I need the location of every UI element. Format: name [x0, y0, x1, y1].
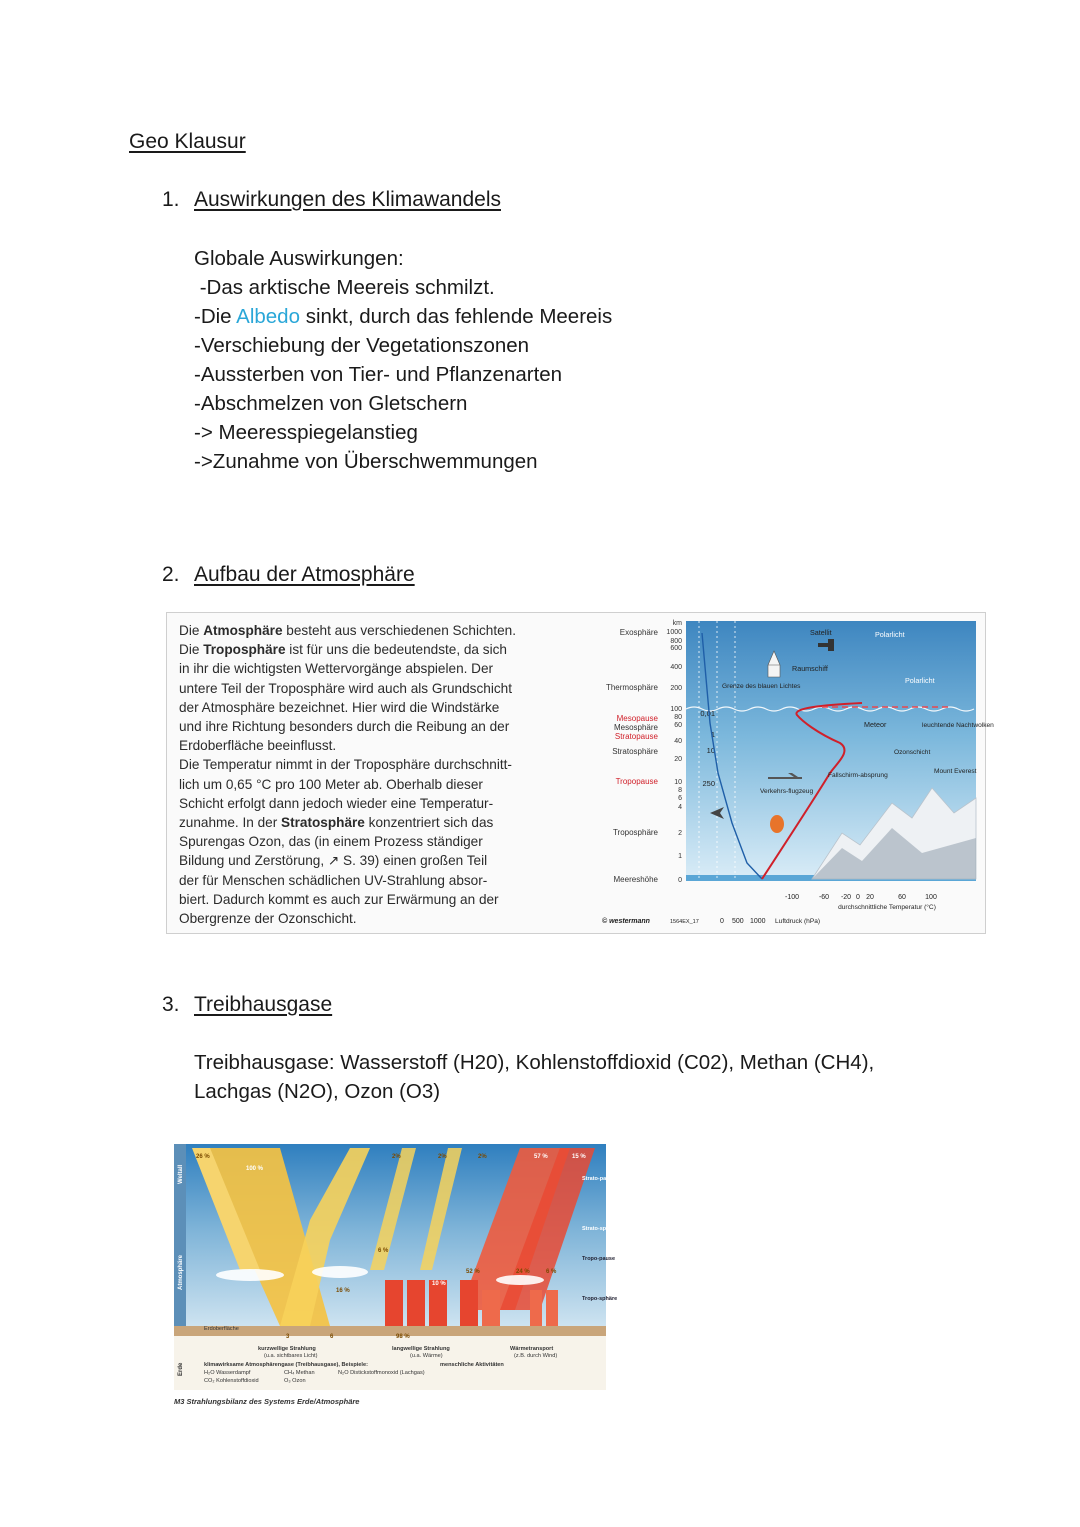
legend-label: (z.B. durch Wind): [514, 1353, 558, 1359]
bullet-line: ->Zunahme von Überschwemmungen: [194, 450, 538, 473]
legend-label: Erdoberfläche: [204, 1326, 239, 1332]
temp-axis-label: durchschnittliche Temperatur (°C): [838, 904, 936, 911]
pressure-tick: 1: [710, 730, 715, 739]
text-line: Erdoberfläche beeinflusst.: [179, 738, 337, 754]
text-line: Treibhausgase: Wasserstoff (H20), Kohlenstoffdioxid (C02), Methan (CH4),: [194, 1051, 875, 1074]
text-line: biert. Dadurch kommt es auch zur Erwärmung an der: [179, 891, 499, 907]
radiation-diagram: [170, 1140, 618, 1410]
right-label: Strato-pause: [582, 1176, 616, 1182]
section-title: Auswirkungen des Klimawandels: [194, 188, 501, 211]
balloon-icon: [770, 815, 784, 833]
section-title: Treibhausgase: [194, 993, 333, 1016]
layer-label: Stratosphäre: [612, 747, 658, 756]
bullet-line: -Verschiebung der Vegetationszonen: [194, 334, 530, 357]
layer-label: Mesosphäre: [613, 723, 658, 732]
text-fragment: sinkt, durch das fehlende Meereis: [300, 305, 613, 328]
gas-label: N₂O Distickstoffmonoxid (Lachgas): [338, 1370, 425, 1376]
legend-label: (u.a. Wärme): [410, 1353, 443, 1359]
right-label: Tropo-pause: [582, 1256, 616, 1262]
legend-label: langwellige Strahlung: [392, 1346, 450, 1352]
bullet-line: -Abschmelzen von Gletschern: [194, 392, 468, 415]
bullet-line: -Aussterben von Tier- und Pflanzenarten: [194, 363, 563, 386]
document-title: Geo Klausur: [129, 130, 246, 153]
percent-label: 6 %: [378, 1248, 389, 1254]
diagram-label: Polarlicht: [875, 630, 905, 639]
section-title: Aufbau der Atmosphäre: [194, 563, 415, 586]
section-number: 1.: [162, 188, 180, 211]
text-line: Obergrenze der Ozonschicht.: [179, 911, 357, 927]
temp-tick: 20: [866, 894, 874, 901]
km-tick: 800: [670, 638, 682, 645]
km-tick: 60: [674, 722, 682, 729]
pressure-axis-tick: 1000: [750, 918, 766, 925]
atmosphere-diagram: [592, 613, 994, 931]
longwave-arrow: [385, 1280, 403, 1326]
atmosphere-text: [179, 621, 559, 928]
diagram-label: Grenze des blauen Lichtes: [722, 683, 801, 690]
right-label: Tropo-sphäre: [582, 1296, 618, 1302]
section-3-heading: [162, 993, 332, 1017]
percent-label: 2%: [392, 1154, 401, 1160]
bullet-line: -Das arktische Meereis schmilzt.: [194, 276, 495, 299]
side-label: Erde: [178, 1362, 184, 1376]
credit: © westermann: [602, 918, 650, 925]
section-1-content: [194, 244, 612, 476]
gas-label: O₃ Ozon: [284, 1378, 306, 1384]
atmosphere-figure: [166, 612, 994, 934]
temp-tick: 60: [898, 894, 906, 901]
km-tick: 400: [670, 664, 682, 671]
text-line: Lachgas (N2O), Ozon (O3): [194, 1080, 441, 1103]
gas-label: H₂O Wasserdampf: [204, 1370, 251, 1376]
pressure-axis-tick: 500: [732, 918, 744, 925]
text-fragment: -Die: [194, 305, 237, 328]
text-line: in ihr die wichtigsten Wettervorgänge abspielen. Der: [179, 661, 494, 677]
percent-label: 15 %: [572, 1154, 586, 1160]
text-line: Die Temperatur nimmt in der Troposphäre durchschnitt-: [179, 757, 512, 773]
text-line: Schicht erfolgt dann jedoch wieder eine Temperatur-: [179, 795, 494, 811]
layer-label: Mesopause: [616, 714, 658, 723]
gas-label: CH₄ Methan: [284, 1370, 315, 1376]
diagram-label: leuchtende Nachtwolken: [922, 722, 994, 729]
diagram-label: Verkehrs-flugzeug: [760, 788, 814, 795]
layer-label: Troposphäre: [612, 828, 658, 837]
layer-label: Meereshöhe: [613, 875, 658, 884]
percent-label: 16 %: [336, 1288, 350, 1294]
subtitle: Globale Auswirkungen:: [194, 247, 404, 270]
text-line: der für Menschen schädlichen UV-Strahlung absor-: [179, 872, 488, 888]
pressure-axis-label: Luftdruck (hPa): [775, 918, 821, 925]
diagram-label: Mount Everest: [934, 768, 977, 775]
side-label: Atmosphäre: [178, 1254, 184, 1290]
layer-label: Tropopause: [615, 777, 658, 786]
km-tick: 40: [674, 738, 682, 745]
diagram-label: Raumschiff: [792, 664, 828, 673]
pressure-tick: 10: [706, 746, 715, 755]
figure-caption: M3 Strahlungsbilanz des Systems Erde/Atmosphäre: [174, 1397, 360, 1406]
km-tick: 100: [670, 706, 682, 713]
temp-tick: -60: [818, 894, 830, 901]
temp-tick: -100: [784, 894, 800, 901]
km-tick: 0: [678, 877, 682, 884]
diagram-label: Meteor: [864, 720, 887, 729]
side-label: Weltall: [178, 1164, 184, 1184]
pressure-axis-tick: 0: [720, 918, 724, 925]
temp-tick: -20: [840, 894, 852, 901]
km-tick: 1: [678, 853, 682, 860]
text-line: untere Teil der Troposphäre wird auch als Grundschicht: [179, 680, 512, 696]
text-line: Die Atmosphäre besteht aus verschiedenen Schichten.: [179, 623, 517, 638]
legend-label: kurzwellige Strahlung: [258, 1346, 316, 1352]
gas-label: CO₂ Kohlenstoffdioxid: [204, 1378, 259, 1384]
legend-label: Wärmetransport: [510, 1346, 554, 1352]
percent-label: 6 %: [546, 1269, 557, 1275]
layer-label: Exosphäre: [619, 628, 658, 637]
text-line: lich um 0,65 °C pro 100 Meter ab. Oberhalb dieser: [179, 776, 483, 792]
albedo-link[interactable]: Albedo: [236, 305, 300, 328]
pressure-tick: 0,01: [700, 709, 715, 718]
temp-tick: 100: [925, 894, 937, 901]
km-unit: km: [672, 620, 682, 627]
diagram-label: Fallschirm-absprung: [828, 772, 888, 779]
km-tick: 600: [670, 645, 682, 652]
km-tick: 10: [674, 779, 682, 786]
radiation-balance-figure: [170, 1140, 618, 1410]
km-tick: 20: [674, 756, 682, 763]
section-number: 2.: [162, 563, 180, 586]
percent-label: 98 %: [396, 1334, 410, 1340]
km-tick: 6: [678, 795, 682, 802]
figure-code: 1564EX_17: [670, 919, 699, 925]
section-1-heading: [162, 188, 501, 212]
section-2-heading: [162, 563, 415, 587]
text-line: Spurengas Ozon, das (in einem Prozess ständiger: [179, 834, 483, 850]
legend-label: klimawirksame Atmosphärengase (Treibhausgase), Beispiele:: [204, 1362, 368, 1368]
km-tick: 4: [678, 804, 682, 811]
section-3-content: [194, 1048, 874, 1106]
layer-label: Stratopause: [614, 732, 658, 741]
bullet-line: [194, 302, 612, 331]
bullet-line: -> Meeresspiegelanstieg: [194, 421, 418, 444]
percent-label: 10 %: [432, 1281, 446, 1287]
text-line: Die Troposphäre ist für uns die bedeutendste, da sich: [179, 642, 507, 658]
diagram-label: Polarlicht: [905, 676, 935, 685]
km-tick: 80: [674, 714, 682, 721]
pressure-tick: 250: [702, 779, 715, 788]
diagram-label: Satellit: [810, 628, 832, 637]
text-line: Bildung und Zerstörung, ↗ S. 39) einen großen Teil: [179, 853, 488, 869]
km-tick: 200: [670, 685, 682, 692]
km-tick: 8: [678, 787, 682, 794]
km-tick: 2: [678, 830, 682, 837]
right-label: Strato-sphäre: [582, 1226, 618, 1232]
percent-label: 6: [330, 1334, 334, 1340]
legend-label: menschliche Aktivitäten: [440, 1362, 504, 1368]
layer-label: Thermosphäre: [605, 683, 658, 692]
text-line: der Atmosphäre bezeichnet. Hier wird die Windstärke: [179, 699, 500, 715]
percent-label: 57 %: [534, 1154, 548, 1160]
legend-label: (u.a. sichtbares Licht): [264, 1353, 318, 1359]
percent-label: 100 %: [246, 1166, 264, 1172]
diagram-label: Ozonschicht: [894, 749, 931, 756]
percent-label: 2%: [438, 1154, 447, 1160]
text-line: zunahme. In der Stratosphäre konzentriert sich das: [179, 815, 494, 831]
text-line: und ihre Richtung besonders durch die Reibung an der: [179, 719, 510, 735]
percent-label: 52 %: [466, 1269, 480, 1275]
percent-label: 24 %: [516, 1269, 530, 1275]
percent-label: 26 %: [196, 1154, 210, 1160]
km-tick: 1000: [666, 629, 682, 636]
percent-label: 3: [286, 1334, 290, 1340]
section-number: 3.: [162, 993, 180, 1016]
percent-label: 2%: [478, 1154, 487, 1160]
temp-tick: 0: [856, 894, 860, 901]
